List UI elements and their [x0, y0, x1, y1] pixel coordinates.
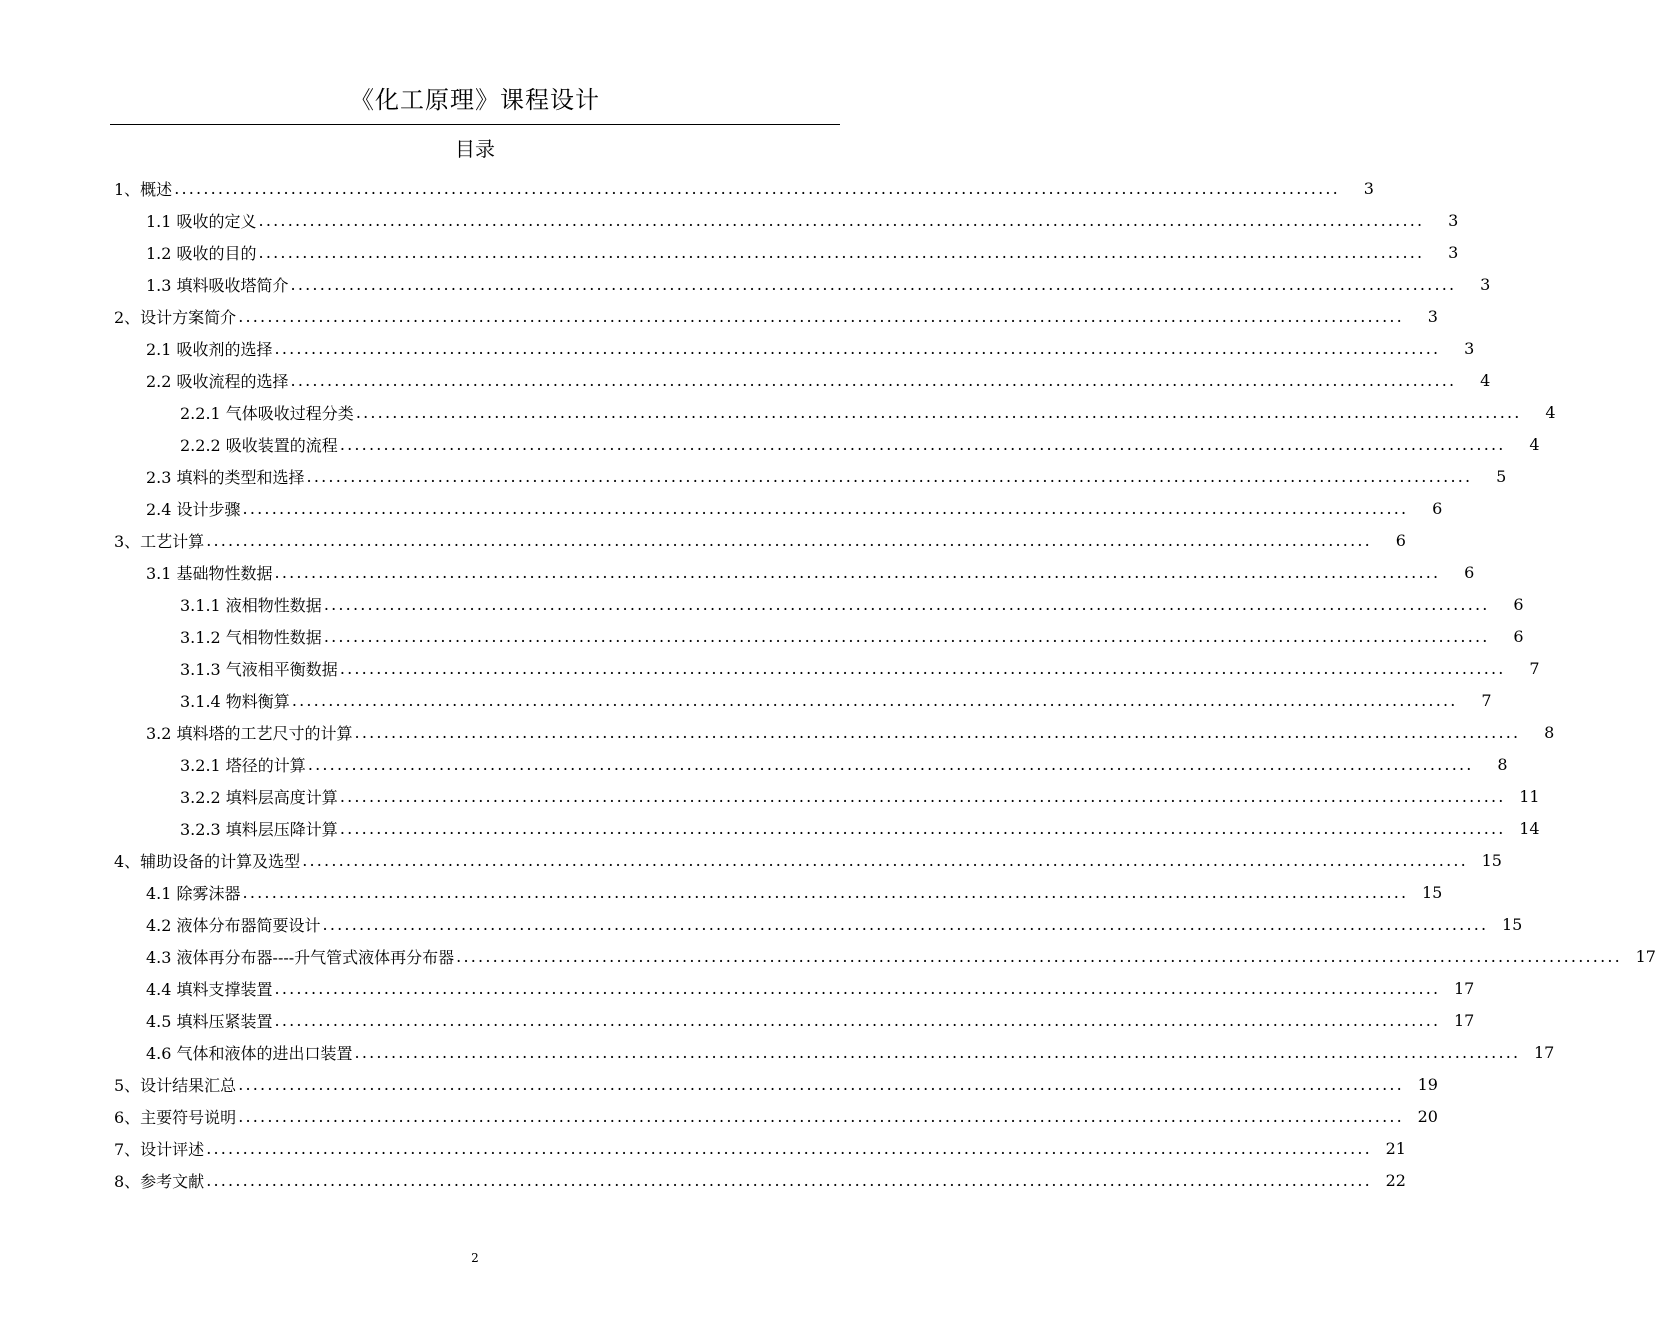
toc-entry-label: 1、概述: [114, 179, 173, 199]
toc-dot-leader: ................................................................................................................................................................: [323, 594, 1490, 614]
toc-dot-leader: ................................................................................................................................................................: [339, 786, 1506, 806]
toc-dot-leader: ................................................................................................................................................................: [206, 530, 1372, 550]
toc-entry-label: 2.3 填料的类型和选择: [146, 467, 305, 487]
toc-entry-label: 2.2.2 吸收装置的流程: [180, 435, 338, 455]
toc-dot-leader: ................................................................................................................................................................: [238, 306, 1404, 326]
toc-entry-page: 3: [1448, 210, 1459, 230]
toc-entry-page: 6: [1395, 530, 1406, 550]
toc-entry-page: 17: [1453, 1010, 1475, 1030]
toc-entry-page: 6: [1464, 562, 1475, 582]
toc-entry-label: 4.1 除雾沫器: [146, 883, 241, 903]
toc-entry[interactable]: [0, 716, 1555, 748]
toc-entry-page: 3: [1363, 178, 1374, 198]
toc-entry[interactable]: [0, 300, 1438, 332]
toc-entry-page: 4: [1480, 370, 1491, 390]
toc-dot-leader: ................................................................................................................................................................: [354, 722, 1521, 742]
toc-entry-page: 20: [1417, 1106, 1438, 1126]
toc-entry-label: 2.4 设计步骤: [146, 499, 241, 519]
toc-dot-leader: ................................................................................................................................................................: [322, 914, 1489, 934]
toc-entry-page: 11: [1519, 786, 1540, 806]
toc-dot-leader: ................................................................................................................................................................: [339, 434, 1506, 454]
toc-entry[interactable]: [0, 684, 1492, 716]
toc-entry-page: 3: [1427, 306, 1438, 326]
toc-entry[interactable]: [0, 844, 1502, 876]
toc-entry-page: 4: [1545, 402, 1556, 422]
toc-entry-label: 3.1.4 物料衡算: [180, 691, 290, 711]
toc-entry-page: 22: [1385, 1170, 1406, 1190]
toc-entry[interactable]: [0, 204, 1459, 236]
page-number: 2: [471, 1251, 479, 1265]
toc-dot-leader: ................................................................................................................................................................: [339, 658, 1506, 678]
toc-dot-leader: ................................................................................................................................................................: [306, 466, 1473, 486]
toc-dot-leader: ................................................................................................................................................................: [456, 946, 1622, 966]
toc-dot-leader: ................................................................................................................................................................: [174, 178, 1340, 198]
toc-entry-label: 2.2 吸收流程的选择: [146, 371, 289, 391]
toc-dot-leader: ................................................................................................................................................................: [274, 338, 1441, 358]
toc-entry-label: 4.2 液体分布器简要设计: [146, 915, 321, 935]
toc-dot-leader: ................................................................................................................................................................: [242, 882, 1409, 902]
toc-dot-leader: ................................................................................................................................................................: [355, 402, 1522, 422]
toc-entry[interactable]: [0, 588, 1524, 620]
toc-dot-leader: ................................................................................................................................................................: [238, 1074, 1404, 1094]
toc-entry-label: 3.1.3 气液相平衡数据: [180, 659, 338, 679]
toc-entry-page: 8: [1497, 754, 1508, 774]
toc-entry-page: 8: [1544, 722, 1555, 742]
toc-entry-page: 21: [1385, 1138, 1406, 1158]
toc-entry[interactable]: [0, 332, 1475, 364]
toc-entry-label: 3.2.2 填料层高度计算: [180, 787, 338, 807]
toc-entry-page: 7: [1481, 690, 1492, 710]
toc-dot-leader: ................................................................................................................................................................: [339, 818, 1506, 838]
toc-entry-label: 3、工艺计算: [114, 531, 205, 551]
toc-entry-label: 4.6 气体和液体的进出口装置: [146, 1043, 353, 1063]
toc-entry-label: 4.3 液体再分布器----升气管式液体再分布器: [146, 947, 455, 967]
toc-entry-label: 7、设计评述: [114, 1139, 205, 1159]
toc-entry[interactable]: [0, 1004, 1475, 1036]
toc-entry[interactable]: [0, 428, 1540, 460]
toc-entry[interactable]: [0, 172, 1374, 204]
toc-entry-label: 5、设计结果汇总: [114, 1075, 237, 1095]
toc-entry-page: 3: [1480, 274, 1491, 294]
toc-entry[interactable]: [0, 780, 1540, 812]
toc-entry-label: 3.2 填料塔的工艺尺寸的计算: [146, 723, 353, 743]
toc-entry[interactable]: [0, 876, 1443, 908]
toc-dot-leader: ................................................................................................................................................................: [206, 1138, 1372, 1158]
toc-entry-page: 15: [1501, 914, 1523, 934]
toc-entry[interactable]: [0, 748, 1508, 780]
toc-entry-page: 14: [1519, 818, 1540, 838]
toc-entry-page: 3: [1464, 338, 1475, 358]
toc-entry[interactable]: [0, 556, 1475, 588]
toc-entry[interactable]: [0, 396, 1556, 428]
toc-dot-leader: ................................................................................................................................................................: [354, 1042, 1521, 1062]
toc-entry-label: 3.2.3 填料层压降计算: [180, 819, 338, 839]
toc-entry[interactable]: [0, 1164, 1406, 1196]
toc-entry[interactable]: [0, 1036, 1555, 1068]
toc-entry-page: 7: [1529, 658, 1540, 678]
toc-entry-page: 17: [1453, 978, 1475, 998]
toc-entry-page: 17: [1533, 1042, 1555, 1062]
toc-entry[interactable]: [0, 652, 1540, 684]
toc-entry-page: 6: [1513, 626, 1524, 646]
toc-entry-page: 17: [1635, 946, 1656, 966]
toc-entry-label: 3.2.1 塔径的计算: [180, 755, 306, 775]
toc-entry[interactable]: [0, 236, 1459, 268]
toc-entry-label: 4.5 填料压紧装置: [146, 1011, 273, 1031]
toc-entry-page: 6: [1432, 498, 1443, 518]
toc-entry[interactable]: [0, 1068, 1438, 1100]
toc-entry[interactable]: [0, 940, 1656, 972]
toc-entry[interactable]: [0, 812, 1540, 844]
toc-entry[interactable]: [0, 460, 1507, 492]
toc-entry[interactable]: [0, 620, 1524, 652]
toc-dot-leader: ................................................................................................................................................................: [206, 1170, 1372, 1190]
toc-entry-label: 2、设计方案简介: [114, 307, 237, 327]
toc-entry-label: 3.1 基础物性数据: [146, 563, 273, 583]
toc-dot-leader: ................................................................................................................................................................: [242, 498, 1409, 518]
toc-entry[interactable]: [0, 524, 1406, 556]
toc-entry-label: 8、参考文献: [114, 1171, 205, 1191]
toc-entry-label: 2.1 吸收剂的选择: [146, 339, 273, 359]
toc-entry[interactable]: [0, 972, 1475, 1004]
toc-entry-label: 3.1.1 液相物性数据: [180, 595, 322, 615]
toc-entry[interactable]: [0, 268, 1491, 300]
toc-dot-leader: ................................................................................................................................................................: [258, 210, 1425, 230]
toc-dot-leader: ................................................................................................................................................................: [323, 626, 1490, 646]
toc-entry-page: 15: [1421, 882, 1443, 902]
toc-entry-label: 4、辅助设备的计算及选型: [114, 851, 301, 871]
toc-entry-label: 4.4 填料支撑装置: [146, 979, 273, 999]
toc-entry-page: 3: [1448, 242, 1459, 262]
toc-entry-page: 19: [1417, 1074, 1438, 1094]
header-divider: [110, 124, 840, 125]
toc-entry[interactable]: [0, 492, 1443, 524]
toc-entry[interactable]: [0, 1100, 1438, 1132]
toc-dot-leader: ................................................................................................................................................................: [238, 1106, 1404, 1126]
toc-entry[interactable]: [0, 364, 1491, 396]
toc-dot-leader: ................................................................................................................................................................: [291, 690, 1458, 710]
toc-dot-leader: ................................................................................................................................................................: [290, 370, 1457, 390]
toc-entry-label: 6、主要符号说明: [114, 1107, 237, 1127]
toc-dot-leader: ................................................................................................................................................................: [274, 978, 1441, 998]
toc-entry-page: 4: [1529, 434, 1540, 454]
toc-dot-leader: ................................................................................................................................................................: [307, 754, 1474, 774]
toc-dot-leader: ................................................................................................................................................................: [302, 850, 1468, 870]
toc-dot-leader: ................................................................................................................................................................: [290, 274, 1457, 294]
toc-dot-leader: ................................................................................................................................................................: [258, 242, 1425, 262]
toc-entry-label: 1.3 填料吸收塔简介: [146, 275, 289, 295]
toc-entry[interactable]: [0, 908, 1523, 940]
toc-entry-page: 15: [1481, 850, 1502, 870]
toc-entry-page: 5: [1496, 466, 1507, 486]
toc-entry-label: 2.2.1 气体吸收过程分类: [180, 403, 354, 423]
toc-entry-page: 6: [1513, 594, 1524, 614]
document-header-title: 《化工原理》课程设计: [350, 86, 600, 114]
toc-entry-label: 1.2 吸收的目的: [146, 243, 257, 263]
toc-entry[interactable]: [0, 1132, 1406, 1164]
toc-heading: 目录: [455, 137, 495, 161]
toc-entry-label: 1.1 吸收的定义: [146, 211, 257, 231]
toc-dot-leader: ................................................................................................................................................................: [274, 562, 1441, 582]
toc-entry-label: 3.1.2 气相物性数据: [180, 627, 322, 647]
toc-dot-leader: ................................................................................................................................................................: [274, 1010, 1441, 1030]
table-of-contents: [0, 172, 1656, 1196]
